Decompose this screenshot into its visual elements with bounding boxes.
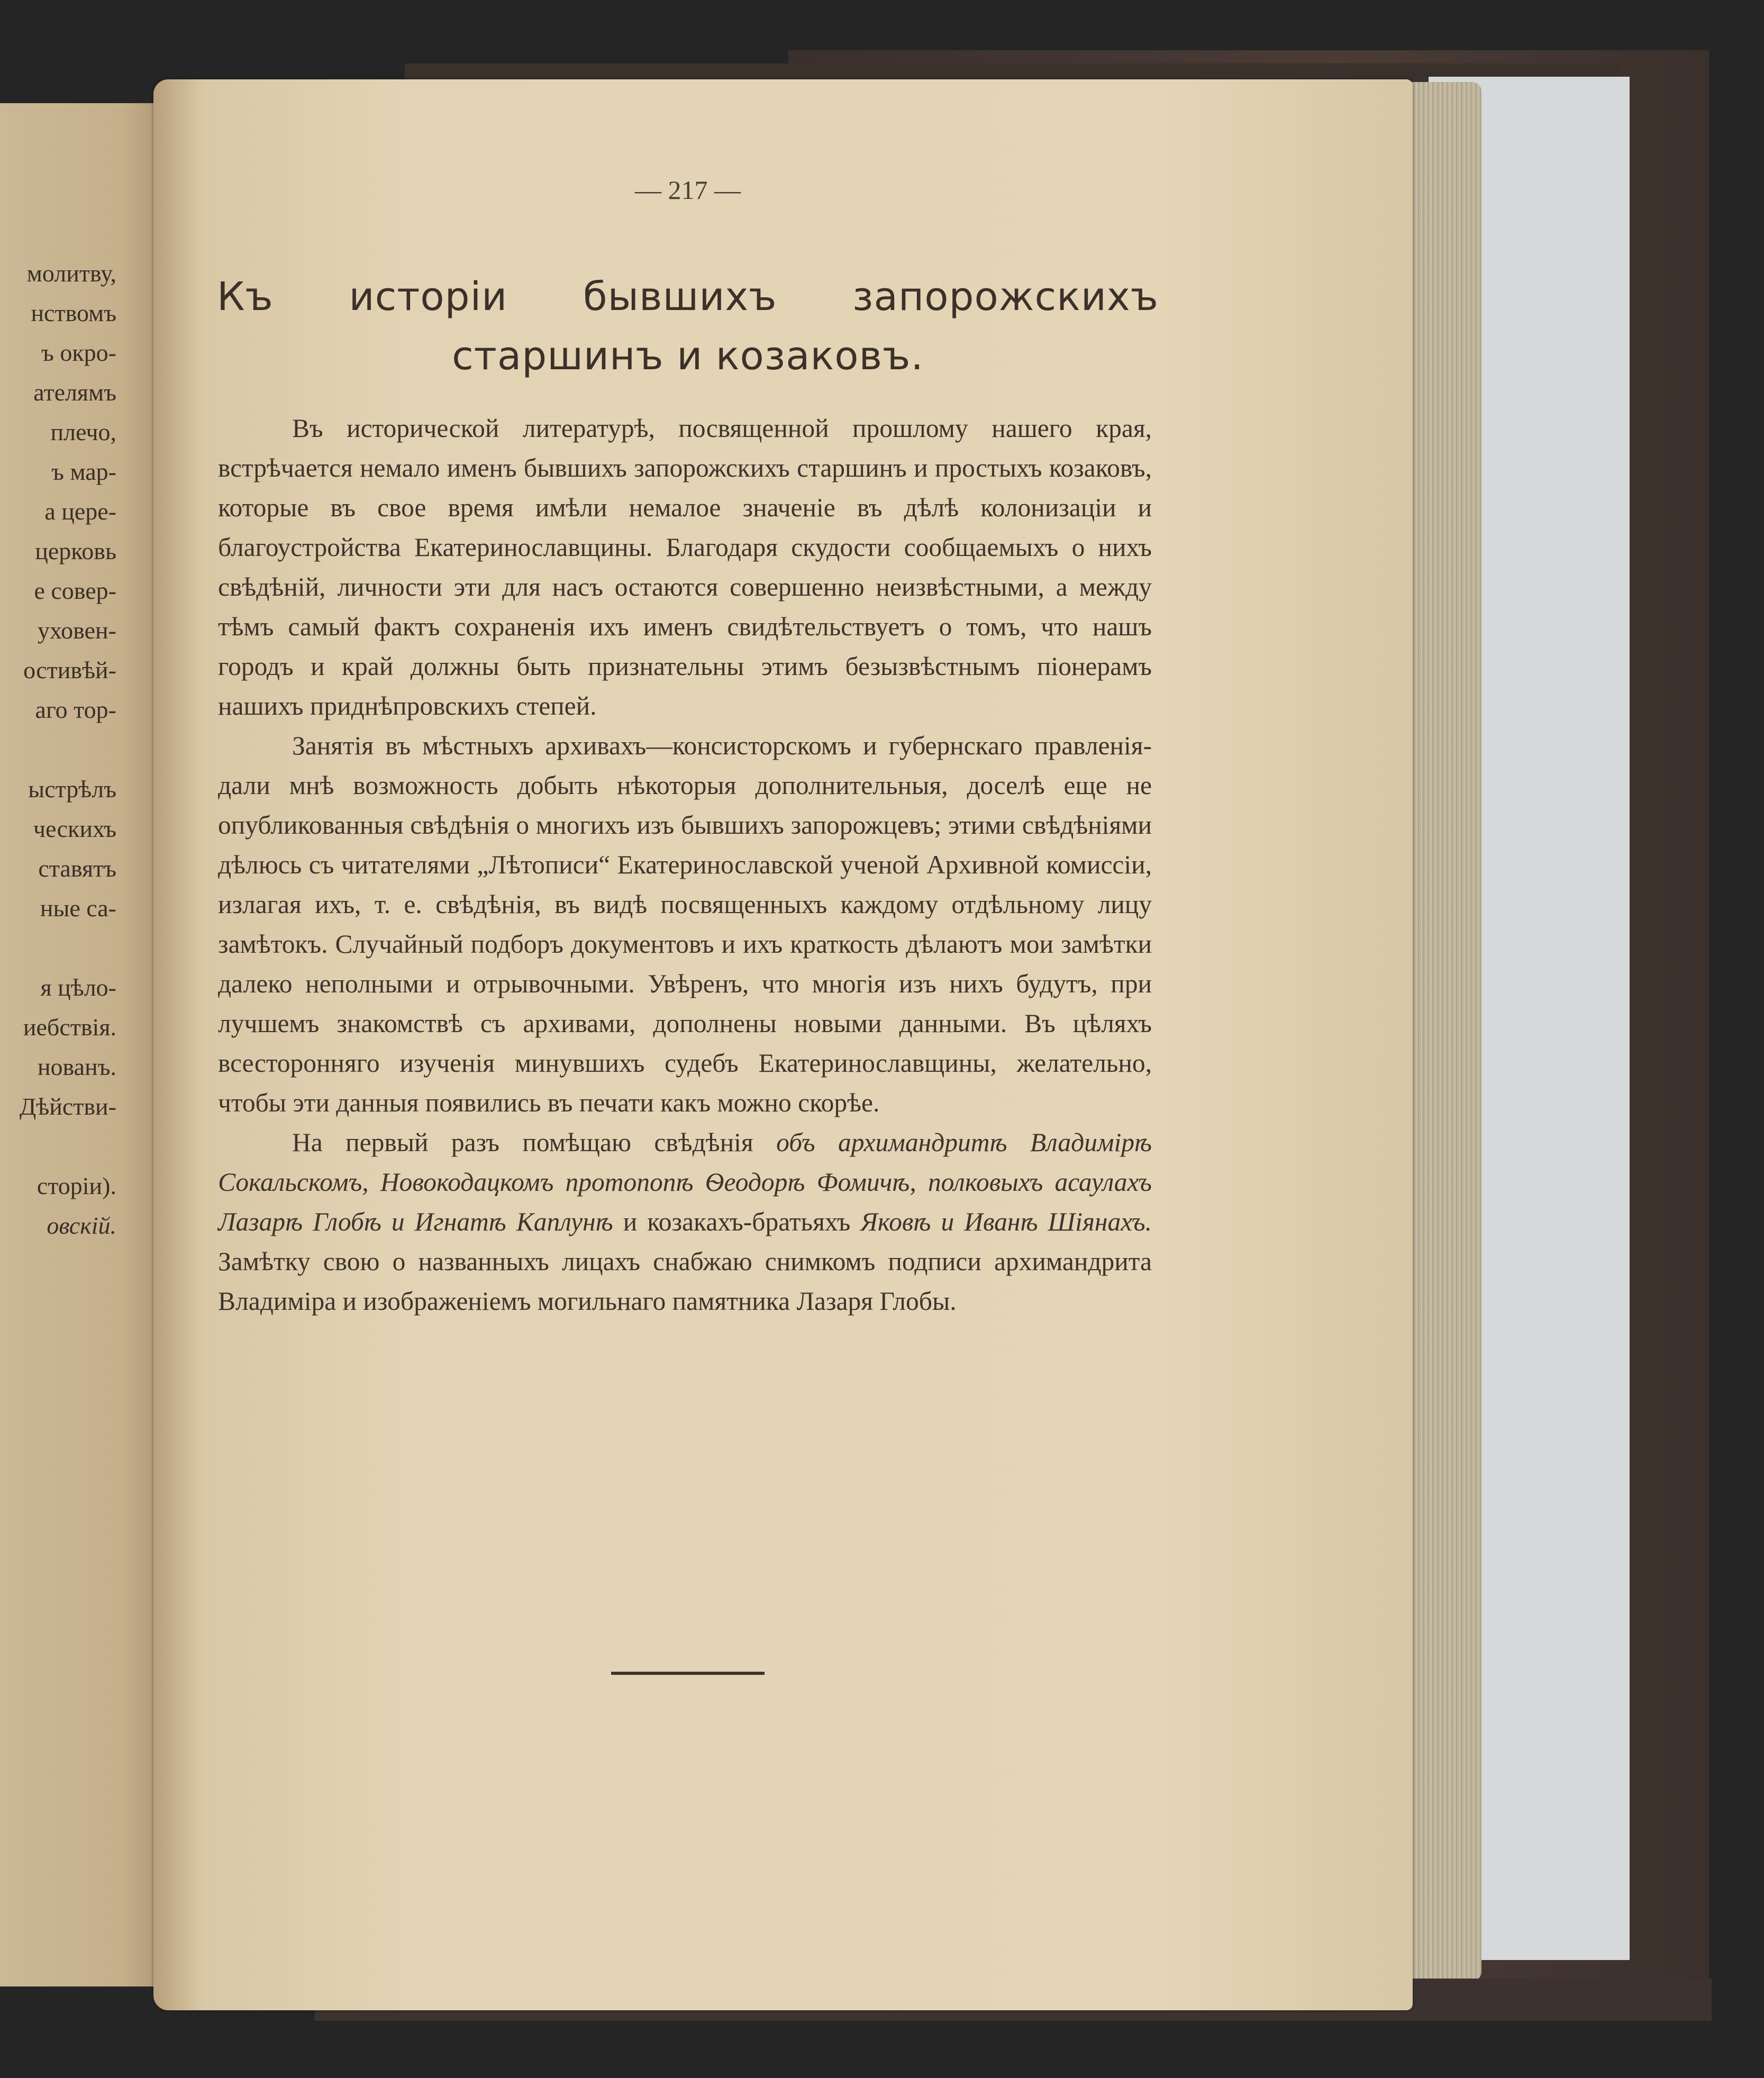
left-page-line: сторіи). <box>37 1172 116 1199</box>
left-page-line: е совер- <box>34 577 116 604</box>
left-page-line: ные са- <box>40 895 116 922</box>
page-number: — 217 — <box>635 175 741 205</box>
left-page-line: ъ окро- <box>41 339 116 366</box>
left-page-line: остивѣй- <box>23 657 116 683</box>
paragraph-3-text: Замѣтку свою о названныхъ лицахъ снабжаю снимкомъ подписи архимандрита Владиміра и изображеніемъ могильнаго памятника Лазаря Глобы. <box>218 1247 1152 1316</box>
left-page-line: аго тор- <box>35 696 116 723</box>
paragraph-1: Въ исторической литературѣ, посвященной прошлому нашего края, встрѣчается немало именъ бывшихъ запорожскихъ старшинъ и простыхъ козаковъ, которые въ свое время имѣли немалое значеніе въ дѣлѣ колонизаціи и благоустройства Екатеринославщины. Благодаря скудости сообщаемыхъ о нихъ свѣдѣній, личности эти для насъ остаются совершенно неизвѣстными, а между тѣмъ самый фактъ сохраненія ихъ именъ свидѣтельствуетъ о томъ, что нашъ городъ и край должны быть признательны этимъ безызвѣстнымъ піонерамъ нашихъ приднѣпровскихъ степей. <box>218 414 1152 721</box>
paragraph-3-text: и козакахъ-братьяхъ <box>613 1207 861 1236</box>
left-page-line: уховен- <box>37 617 116 644</box>
left-page-line: Дѣйстви- <box>19 1093 116 1120</box>
left-page-line: нованъ. <box>37 1053 116 1080</box>
paragraph-3 <box>218 1123 1152 1321</box>
left-page-line: я цѣло- <box>40 974 116 1001</box>
paragraph-3-text: На первый разъ помѣщаю свѣдѣнія <box>292 1128 777 1157</box>
paragraph-3-italic: объ архимандритѣ Владимірѣ Сокальскомъ, Новокодацкомъ протопопѣ Ѳеодорѣ Фомичѣ, полковыхъ асаулахъ Лазарѣ Глобѣ и Игнатѣ Каплунѣ <box>218 1128 1152 1236</box>
left-page-line: ческихъ <box>33 815 116 842</box>
paragraph-3-italic: Яковѣ и Иванѣ Шіянахъ. <box>860 1207 1152 1236</box>
left-page-line: а цере- <box>44 498 116 525</box>
closing-rule <box>611 1672 765 1675</box>
left-page-line: церковь <box>35 537 116 564</box>
left-page-line: ставятъ <box>38 855 116 882</box>
left-page-line: ыстрѣлъ <box>28 776 116 803</box>
left-page-line: молитву, <box>26 260 116 287</box>
article-body <box>218 408 1152 1321</box>
left-page-line: ъ мар- <box>51 458 116 485</box>
left-page-line: ателямъ <box>33 379 116 406</box>
left-page-line: иебствія. <box>23 1014 116 1041</box>
left-page-line: нствомъ <box>31 299 116 326</box>
left-page <box>0 103 175 1986</box>
left-page-line: овскій. <box>47 1212 116 1239</box>
article-title: Къ исторіи бывшихъ запорожскихъ старшинъ и козаковъ. <box>217 274 1159 379</box>
left-page-line: плечо, <box>50 418 116 445</box>
paragraph-2: Занятія въ мѣстныхъ архивахъ—консисторскомъ и губернскаго правленія-дали мнѣ возможность добыть нѣкоторыя дополнительныя, доселѣ еще не опубликованныя свѣдѣнія о многихъ изъ бывшихъ запорожцевъ; этими свѣдѣніями дѣлюсь съ читателями „Лѣтописи“ Екатеринославской ученой Архивной комиссіи, излагая ихъ, т. е. свѣдѣнія, въ видѣ посвященныхъ каждому отдѣльному лицу замѣтокъ. Случайный подборъ документовъ и ихъ краткость дѣлаютъ мои замѣтки далеко неполными и отрывочными. Увѣренъ, что многія изъ нихъ будутъ, при лучшемъ знакомствѣ съ архивами, дополнены новыми данными. Въ цѣляхъ всесторонняго изученія минувшихъ судебъ Екатеринославщины, желательно, чтобы эти данныя появились въ печати какъ можно скорѣе. <box>218 731 1152 1117</box>
